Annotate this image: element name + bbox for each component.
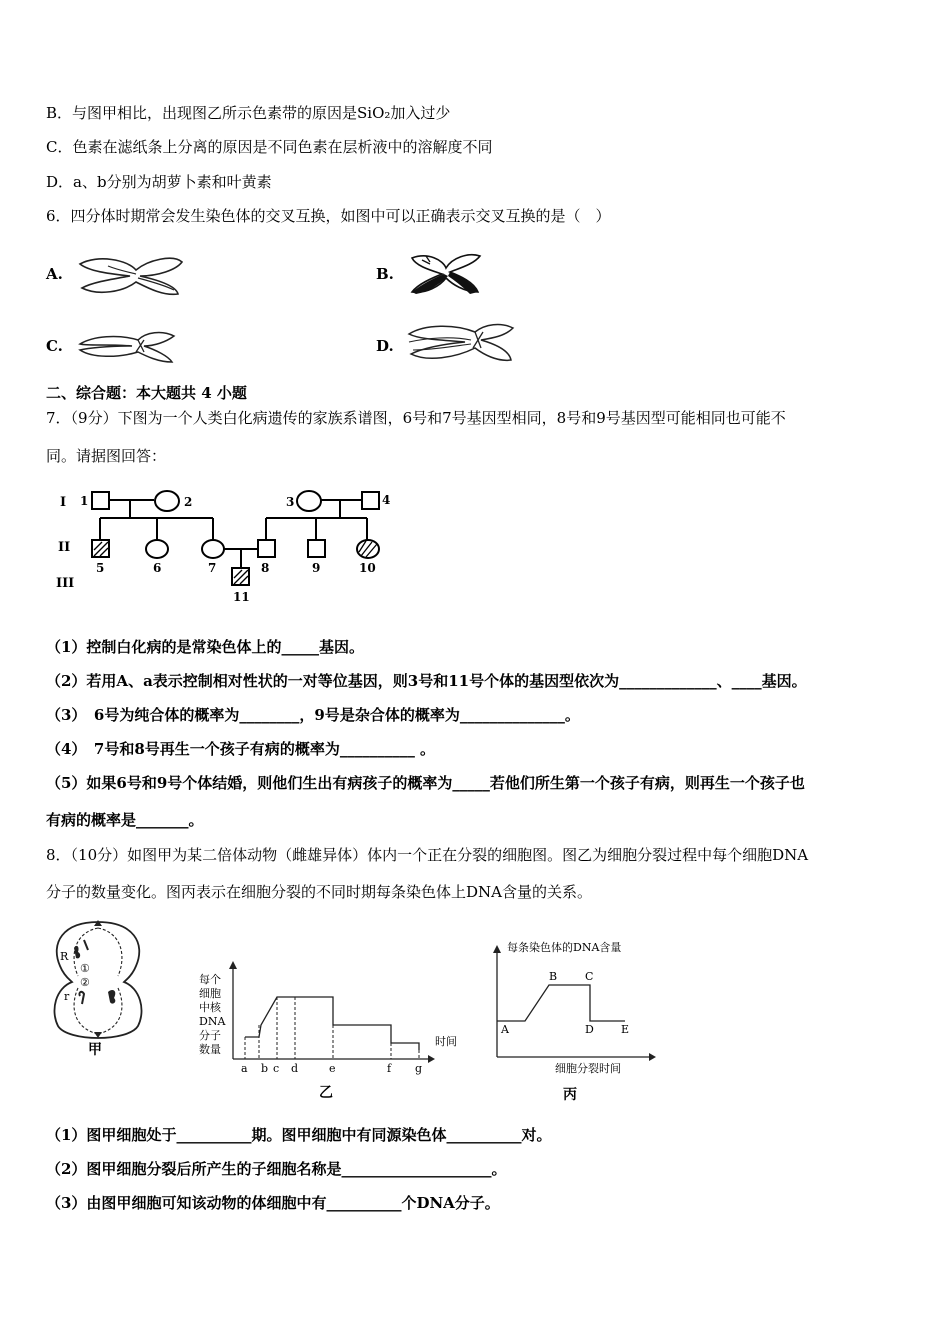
figure-bing-chart	[485, 935, 660, 1107]
individual-5	[92, 540, 109, 557]
q6-option-d-figure	[405, 320, 517, 365]
bing-point-a: A	[501, 1023, 509, 1036]
q7-sub-5: （5）如果6号和9号个体结婚，则他们生出有病孩子的概率为_____若他们所生第一个孩子有病，则再生一个孩子也	[46, 774, 805, 792]
q6-option-c-figure	[78, 328, 178, 364]
yi-caption: 乙	[319, 1085, 333, 1101]
q7-sub-1: （1）控制白化病的是常染色体上的_____基因。	[46, 638, 364, 656]
q6-option-a-figure	[78, 252, 188, 297]
q8-stem-line1: 8．（10分）如图甲为某二倍体动物（雌雄异体）体内一个正在分裂的细胞图。图乙为细胞分裂过程中每个细胞DNA	[46, 846, 809, 864]
yi-tick-a: a	[241, 1062, 248, 1075]
individual-3	[297, 491, 321, 511]
num-11: 11	[233, 590, 250, 604]
yi-tick-f: f	[387, 1062, 392, 1075]
yi-tick-b: b	[261, 1062, 269, 1075]
q7-stem-line1: 7．（9分）下图为一个人类白化病遗传的家族系谱图，6号和7号基因型相同，8号和9号基因型可能相同也可能不	[46, 409, 786, 427]
individual-4	[362, 492, 379, 509]
yi-tick-c: c	[273, 1062, 280, 1075]
q5-option-d: D．a、b分别为胡萝卜素和叶黄素	[46, 173, 272, 191]
yi-ylabel-2: 细胞	[199, 987, 221, 1000]
bing-point-d: D	[585, 1023, 594, 1036]
q6-option-b-figure	[408, 250, 483, 295]
bing-xlabel: 细胞分裂时间	[555, 1062, 621, 1075]
individual-7	[202, 540, 224, 558]
individual-6	[146, 540, 168, 558]
bing-point-e: E	[621, 1023, 630, 1036]
q6-stem: 6．四分体时期常会发生染色体的交叉互换，如图中可以正确表示交叉互换的是（ ）	[46, 207, 611, 225]
section-heading: 二、综合题：本大题共 4 小题	[46, 384, 247, 402]
figure-yi-chart	[195, 955, 470, 1100]
yi-ylabel-6: 数量	[199, 1043, 221, 1056]
q6-label-d: D.	[376, 337, 394, 355]
yi-tick-d: d	[291, 1062, 299, 1075]
individual-11	[232, 568, 249, 585]
q7-stem-line2: 同。请据图回答：	[46, 447, 167, 465]
yi-ylabel-1: 每个	[199, 973, 221, 986]
num-1: 1	[80, 494, 89, 508]
jia-caption: 甲	[88, 1042, 102, 1058]
q6-label-b: B.	[376, 265, 394, 283]
q6-label-c: C.	[46, 337, 63, 355]
bing-point-c: C	[585, 970, 594, 983]
yi-ylabel-4: DNA	[199, 1015, 226, 1028]
yi-xlabel: 时间	[435, 1035, 457, 1048]
q8-sub-3: （3）由图甲细胞可知该动物的体细胞中有__________个DNA分子。	[46, 1194, 500, 1212]
gen-label-ii: II	[58, 540, 71, 555]
q5-option-b: B．与图甲相比，出现图乙所示色素带的原因是SiO₂加入过少	[46, 104, 451, 122]
q7-sub-4: （4） 7号和8号再生一个孩子有病的概率为__________ 。	[46, 740, 436, 758]
bing-caption: 丙	[563, 1087, 577, 1103]
yi-tick-g: g	[415, 1062, 423, 1075]
pedigree-chart	[50, 480, 410, 610]
num-10: 10	[359, 561, 376, 575]
yi-dna-curve	[245, 997, 419, 1050]
q7-sub-5-cont: 有病的概率是_______。	[46, 811, 204, 829]
num-5: 5	[96, 561, 105, 575]
individual-2	[155, 491, 179, 511]
bing-dna-curve	[497, 985, 625, 1021]
bing-point-b: B	[549, 970, 558, 983]
yi-tick-e: e	[329, 1062, 336, 1075]
bing-ylabel: 每条染色体的DNA含量	[507, 941, 622, 954]
q5-option-c: C．色素在滤纸条上分离的原因是不同色素在层析液中的溶解度不同	[46, 138, 493, 156]
q8-sub-2: （2）图甲细胞分裂后所产生的子细胞名称是____________________。	[46, 1160, 507, 1178]
figure-jia-cell	[48, 918, 148, 1058]
num-2: 2	[184, 495, 193, 509]
num-4: 4	[382, 493, 391, 507]
gen-label-iii: III	[56, 576, 75, 591]
num-9: 9	[312, 561, 321, 575]
q6-label-a: A.	[46, 265, 63, 283]
jia-label-2: ②	[80, 976, 90, 989]
jia-label-1: ①	[80, 962, 90, 975]
num-8: 8	[261, 561, 270, 575]
individual-1	[92, 492, 109, 509]
q8-stem-line2: 分子的数量变化。图丙表示在细胞分裂的不同时期每条染色体上DNA含量的关系。	[46, 883, 592, 901]
q7-sub-2: （2）若用A、a表示控制相对性状的一对等位基因，则3号和11号个体的基因型依次为_____________、____基因。	[46, 672, 807, 690]
jia-label-r-lower: r	[64, 990, 70, 1003]
individual-8	[258, 540, 275, 557]
q7-sub-3: （3） 6号为纯合体的概率为________，9号是杂合体的概率为______________。	[46, 706, 580, 724]
q8-sub-1: （1）图甲细胞处于__________期。图甲细胞中有同源染色体__________对。	[46, 1126, 552, 1144]
num-3: 3	[286, 495, 295, 509]
num-7: 7	[208, 561, 217, 575]
individual-9	[308, 540, 325, 557]
num-6: 6	[153, 561, 162, 575]
yi-ylabel-5: 分子	[199, 1029, 221, 1042]
gen-label-i: I	[60, 495, 67, 510]
jia-label-r-upper: R	[60, 950, 69, 963]
yi-ylabel-3: 中核	[199, 1001, 221, 1014]
